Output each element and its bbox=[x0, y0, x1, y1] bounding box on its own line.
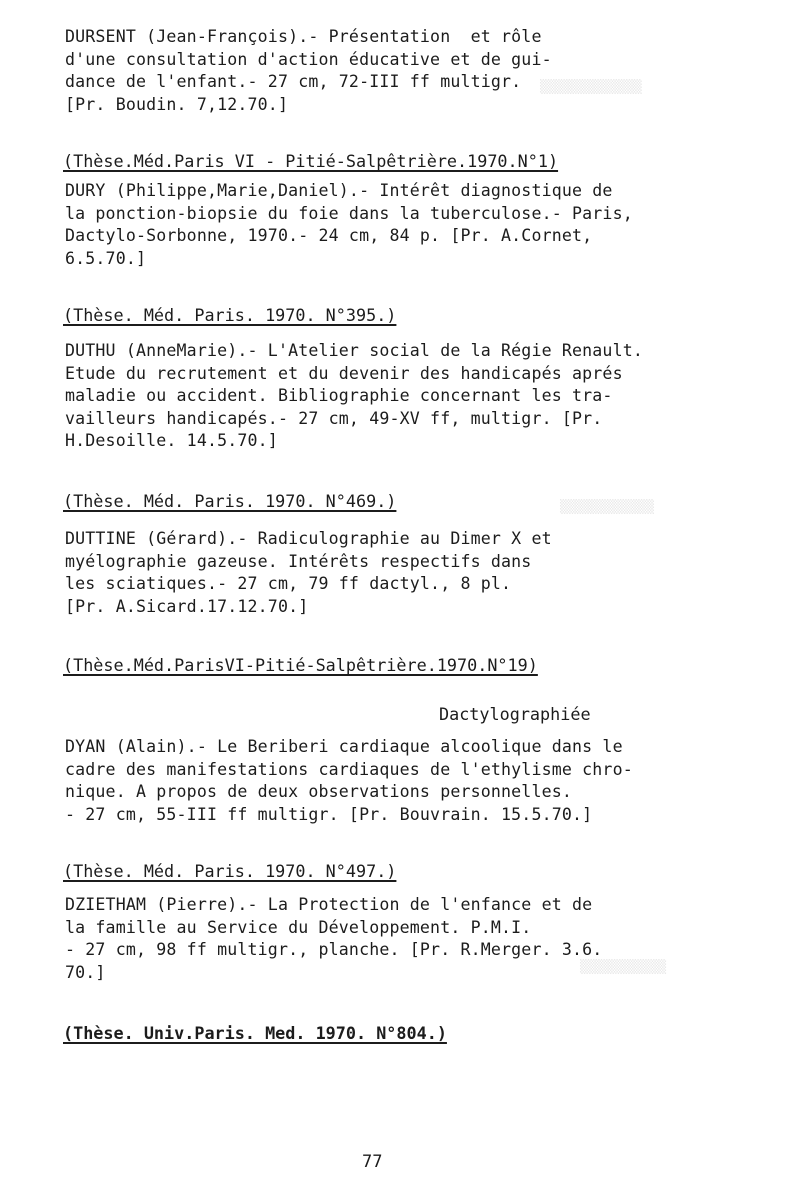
entry-line: [Pr. A.Sicard.17.12.70.] bbox=[65, 596, 309, 616]
entry-line: cadre des manifestations cardiaques de l'ethylisme chro- bbox=[65, 759, 633, 779]
entry-line: les sciatiques.- 27 cm, 79 ff dactyl., 8 pl. bbox=[65, 574, 512, 594]
entry-line: nique. A propos de deux observations personnelles. bbox=[65, 782, 573, 802]
entry-line: 70.] bbox=[65, 962, 106, 982]
entry-line: la ponction-biopsie du foie dans la tuberculose.- Paris, bbox=[65, 203, 633, 223]
entry-line: - 27 cm, 98 ff multigr., planche. [Pr. R.Merger. 3.6. bbox=[65, 940, 603, 960]
bleed-through-text: ▒▒▒▒▒▒▒▒▒▒▒▒▒ bbox=[540, 80, 642, 95]
entry-line: maladie ou accident. Bibliographie concernant les tra- bbox=[65, 386, 613, 406]
bleed-through-text: ▒▒▒▒▒▒▒▒▒▒▒▒ bbox=[560, 500, 654, 515]
bibliographic-entry bbox=[65, 26, 755, 116]
entry-line: vailleurs handicapés.- 27 cm, 49-XV ff, multigr. [Pr. bbox=[65, 408, 603, 428]
bibliographic-entry bbox=[65, 736, 755, 826]
thesis-reference: (Thèse. Méd. Paris. 1970. N°497.) bbox=[63, 861, 397, 881]
thesis-reference: (Thèse.Méd.ParisVI-Pitié-Salpêtrière.1970.N°19) bbox=[63, 655, 538, 675]
entry-line: 6.5.70.] bbox=[65, 248, 147, 268]
dactylo-label: Dactylographiée bbox=[439, 704, 591, 724]
page-number: 77 bbox=[362, 1152, 383, 1172]
bibliographic-entry bbox=[65, 180, 755, 270]
entry-line: DYAN (Alain).- Le Beriberi cardiaque alcoolique dans le bbox=[65, 737, 623, 756]
entry-line: la famille au Service du Développement. P.M.I. bbox=[65, 917, 532, 937]
entry-line: DUTHU (AnneMarie).- L'Atelier social de la Régie Renault. bbox=[65, 341, 643, 360]
entry-line: H.Desoille. 14.5.70.] bbox=[65, 431, 278, 451]
entry-line: d'une consultation d'action éducative et de gui- bbox=[65, 49, 552, 69]
bibliographic-entry bbox=[65, 340, 755, 453]
bleed-through-text: ▒▒▒▒▒▒▒▒▒▒▒ bbox=[580, 960, 667, 975]
entry-line: dance de l'enfant.- 27 cm, 72-III ff multigr. bbox=[65, 72, 522, 92]
entry-line: DUTTINE (Gérard).- Radiculographie au Dimer X et bbox=[65, 529, 552, 548]
bibliographic-entry bbox=[65, 894, 755, 984]
entry-line: [Pr. Boudin. 7,12.70.] bbox=[65, 94, 289, 114]
entry-line: Etude du recrutement et du devenir des handicapés aprés bbox=[65, 363, 623, 383]
thesis-reference: (Thèse. Univ.Paris. Med. 1970. N°804.) bbox=[63, 1023, 447, 1043]
entry-line: DZIETHAM (Pierre).- La Protection de l'enfance et de bbox=[65, 895, 593, 914]
entry-line: DURY (Philippe,Marie,Daniel).- Intérêt diagnostique de bbox=[65, 181, 613, 200]
bibliographic-entry bbox=[65, 528, 755, 618]
entry-line: Dactylo-Sorbonne, 1970.- 24 cm, 84 p. [Pr. A.Cornet, bbox=[65, 226, 593, 246]
thesis-reference: (Thèse.Méd.Paris VI - Pitié-Salpêtrière.1970.N°1) bbox=[63, 151, 559, 171]
thesis-reference: (Thèse. Méd. Paris. 1970. N°469.) bbox=[63, 491, 397, 511]
entry-line: - 27 cm, 55-III ff multigr. [Pr. Bouvrain. 15.5.70.] bbox=[65, 804, 593, 824]
entry-line: myélographie gazeuse. Intérêts respectifs dans bbox=[65, 551, 532, 571]
entry-line: DURSENT (Jean-François).- Présentation et rôle bbox=[65, 27, 542, 46]
thesis-reference: (Thèse. Méd. Paris. 1970. N°395.) bbox=[63, 305, 397, 325]
